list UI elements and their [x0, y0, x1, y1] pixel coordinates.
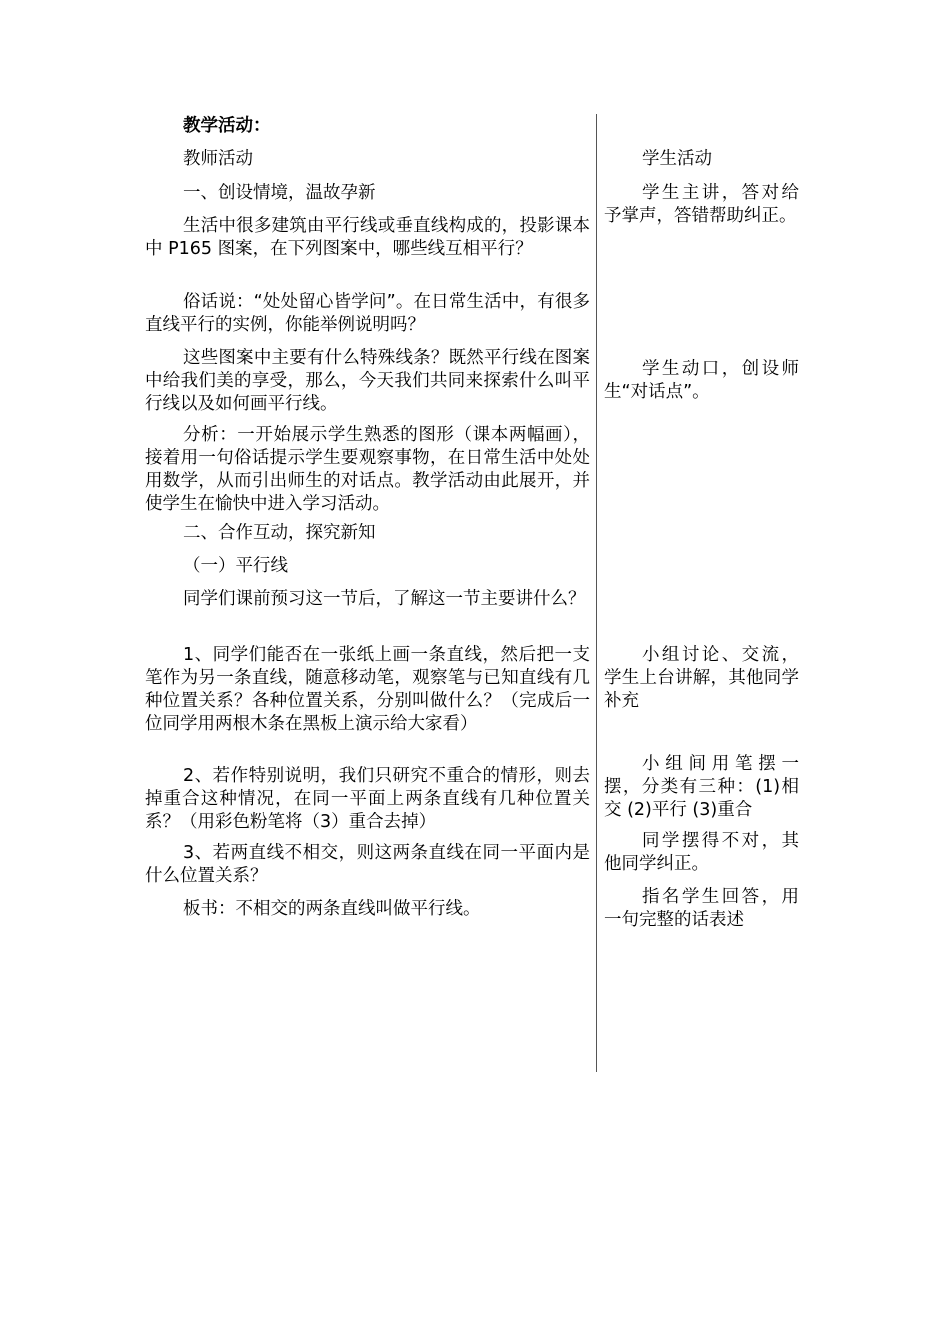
student-paragraph: 小组间用笔摆一摆，分类有三种：(1)相交 (2)平行 (3)重合 — [604, 754, 799, 820]
column-divider — [596, 114, 597, 1072]
student-paragraph: 同学摆得不对，其他同学纠正。 — [604, 831, 799, 874]
student-paragraph: 小组讨论、交流，学生上台讲解，其他同学补充 — [604, 645, 799, 711]
teacher-paragraph: 二、合作互动，探究新知 — [183, 523, 376, 543]
student-paragraph: 指名学生回答，用一句完整的话表述 — [604, 887, 799, 930]
teacher-paragraph: 同学们课前预习这一节后，了解这一节主要讲什么？ — [183, 589, 586, 609]
teacher-paragraph: （一）平行线 — [183, 556, 288, 576]
teacher-paragraph: 生活中很多建筑由平行线或垂直线构成的，投影课本中 P165 图案，在下列图案中，哪些线互相平行？ — [145, 216, 590, 259]
teacher-paragraph: 3、若两直线不相交，则这两条直线在同一平面内是什么位置关系？ — [145, 843, 590, 886]
student-paragraph: 学生主讲，答对给予掌声，答错帮助纠正。 — [604, 183, 799, 226]
teacher-paragraph: 俗话说：“处处留心皆学问”。在日常生活中，有很多直线平行的实例，你能举例说明吗？ — [145, 292, 590, 335]
teacher-paragraph: 2、若作特别说明，我们只研究不重合的情形，则去掉重合这种情况，在同一平面上两条直线有几种位置关系？（用彩色粉笔将（3）重合去掉） — [145, 766, 590, 832]
section-title: 教学活动： — [183, 116, 271, 136]
teacher-paragraph: 板书：不相交的两条直线叫做平行线。 — [183, 899, 481, 919]
teacher-paragraph: 1、同学们能否在一张纸上画一条直线，然后把一支笔作为另一条直线，随意移动笔，观察笔与已知直线有几种位置关系？各种位置关系，分别叫做什么？（完成后一位同学用两根木条在黑板上演示给大家看） — [145, 645, 590, 734]
teacher-paragraph: 一、创设情境，温故孕新 — [183, 183, 376, 203]
teacher-heading: 教师活动 — [183, 149, 253, 169]
student-paragraph: 学生动口，创设师生“对话点”。 — [604, 359, 799, 402]
student-heading: 学生活动 — [642, 149, 712, 169]
teacher-paragraph: 分析：一开始展示学生熟悉的图形（课本两幅画），接着用一句俗话提示学生要观察事物，在日常生活中处处用数学，从而引出师生的对话点。教学活动由此展开，并使学生在愉快中进入学习活动。 — [145, 425, 590, 514]
teacher-paragraph: 这些图案中主要有什么特殊线条？既然平行线在图案中给我们美的享受，那么，今天我们共同来探索什么叫平行线以及如何画平行线。 — [145, 348, 590, 414]
